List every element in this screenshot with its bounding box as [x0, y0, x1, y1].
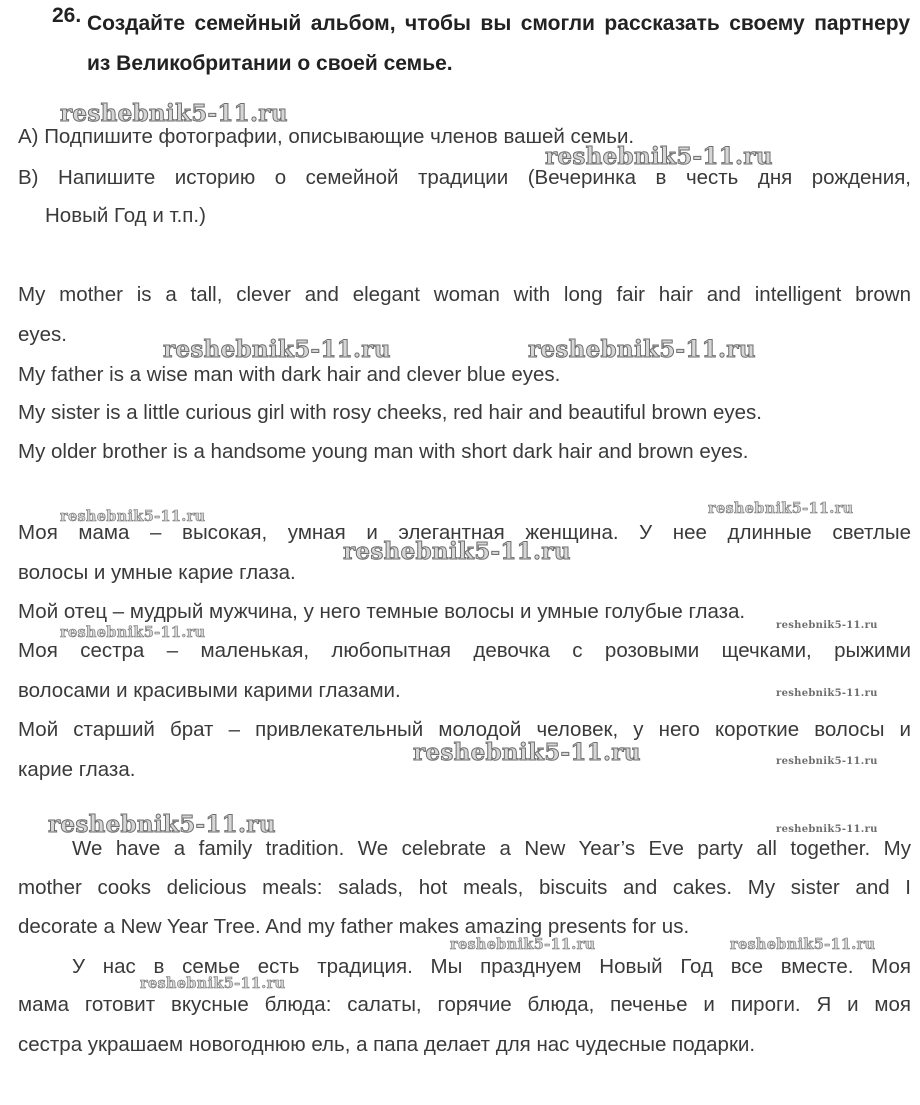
- english-father: My father is a wise man with dark hair and clever blue eyes.: [18, 363, 561, 386]
- watermark: reshebnik5-11.ru: [163, 336, 391, 363]
- watermark: reshebnik5-11.ru: [776, 756, 878, 767]
- russian-brother-line1: Мой старший брат – привлекательный молодой человек, у него короткие волосы и: [18, 718, 911, 741]
- russian-tradition-line1: У нас в семье есть традиция. Мы празднуем Новый Год все вместе. Моя: [72, 955, 911, 978]
- watermark: reshebnik5-11.ru: [545, 143, 773, 170]
- russian-mother-line1: Моя мама – высокая, умная и элегантная женщина. У нее длинные светлые: [18, 521, 911, 544]
- watermark: reshebnik5-11.ru: [708, 500, 854, 517]
- watermark: reshebnik5-11.ru: [48, 811, 276, 838]
- english-mother-line2: eyes.: [18, 323, 67, 346]
- watermark: reshebnik5-11.ru: [60, 508, 206, 525]
- russian-brother-line2: карие глаза.: [18, 758, 136, 781]
- watermark: reshebnik5-11.ru: [140, 975, 286, 992]
- watermark: reshebnik5-11.ru: [343, 538, 571, 565]
- watermark: reshebnik5-11.ru: [528, 336, 756, 363]
- watermark: reshebnik5-11.ru: [730, 936, 876, 953]
- watermark: reshebnik5-11.ru: [60, 100, 288, 127]
- russian-tradition-line2: мама готовит вкусные блюда: салаты, горячие блюда, печенье и пироги. Я и моя: [18, 993, 911, 1016]
- russian-tradition-line3: сестра украшаем новогоднюю ель, а папа делает для нас чудесные подарки.: [18, 1033, 756, 1056]
- task-number: 26.: [52, 4, 82, 27]
- watermark: reshebnik5-11.ru: [450, 936, 596, 953]
- instruction-b-line1: В) Напишите историю о семейной традиции (Вечеринка в честь дня рождения,: [18, 166, 911, 189]
- english-tradition-line2: mother cooks delicious meals: salads, hot meals, biscuits and cakes. My sister and I: [18, 876, 911, 899]
- watermark: reshebnik5-11.ru: [776, 620, 878, 631]
- russian-mother-line2: волосы и умные карие глаза.: [18, 561, 296, 584]
- english-sister: My sister is a little curious girl with rosy cheeks, red hair and beautiful brown eyes.: [18, 401, 763, 424]
- english-tradition-line3: decorate a New Year Tree. And my father makes amazing presents for us.: [18, 915, 690, 938]
- watermark: reshebnik5-11.ru: [776, 824, 878, 835]
- instruction-a: А) Подпишите фотографии, описывающие членов вашей семьи.: [18, 125, 635, 148]
- english-tradition-line1: We have a family tradition. We celebrate a New Year’s Eve party all together. My: [72, 837, 911, 860]
- russian-father: Мой отец – мудрый мужчина, у него темные волосы и умные голубые глаза.: [18, 600, 746, 623]
- watermark: reshebnik5-11.ru: [60, 624, 206, 641]
- english-brother: My older brother is a handsome young man with short dark hair and brown eyes.: [18, 440, 749, 463]
- russian-sister-line2: волосами и красивыми карими глазами.: [18, 679, 401, 702]
- watermark: reshebnik5-11.ru: [776, 688, 878, 699]
- instruction-b-line2: Новый Год и т.п.): [45, 204, 206, 227]
- english-mother-line1: My mother is a tall, clever and elegant woman with long fair hair and intelligent brown: [18, 283, 911, 306]
- task-title: Создайте семейный альбом, чтобы вы смогли рассказать своему партнеру из Великобритании о своей семье.: [87, 12, 910, 75]
- russian-sister-line1: Моя сестра – маленькая, любопытная девочка с розовыми щечками, рыжими: [18, 639, 911, 662]
- watermark: reshebnik5-11.ru: [413, 739, 641, 766]
